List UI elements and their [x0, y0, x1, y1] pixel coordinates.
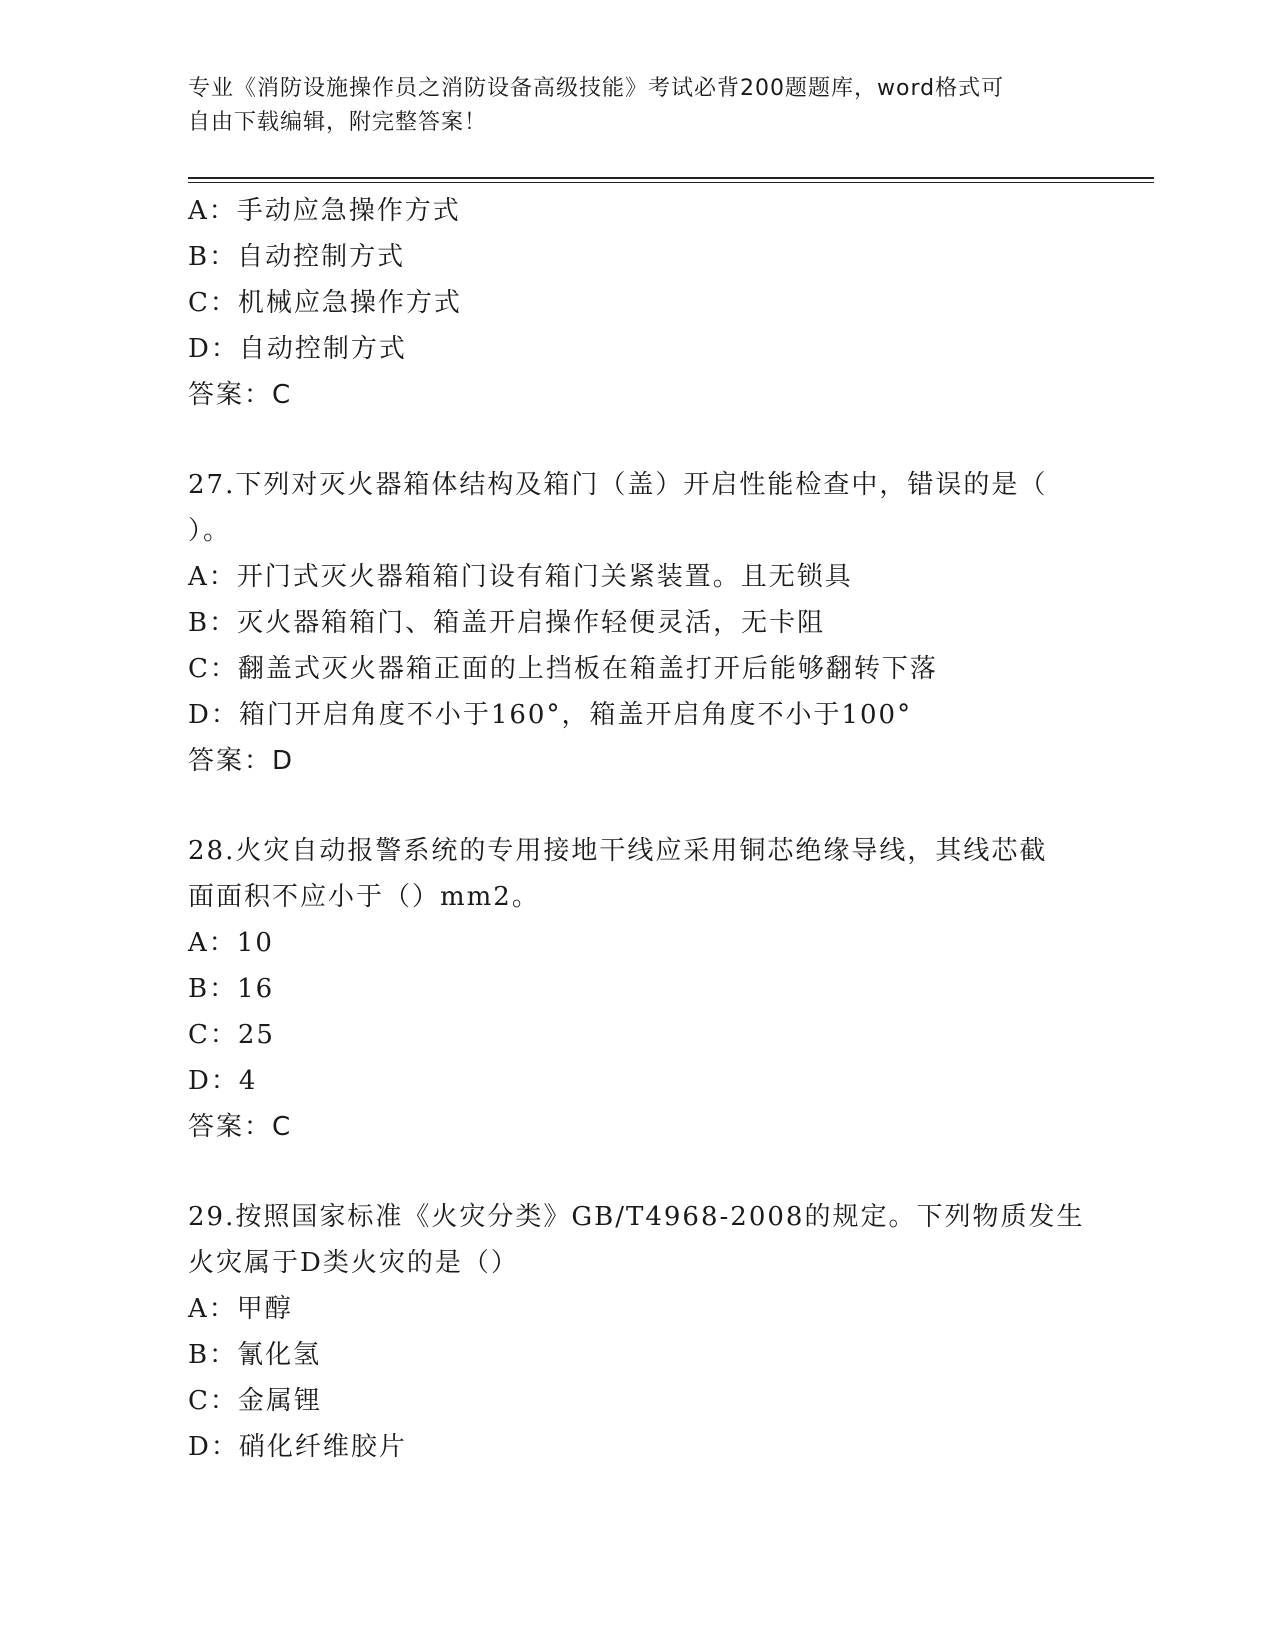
question-29-option-d: D：硝化纤维胶片 [188, 1432, 407, 1462]
spacer [188, 1150, 1088, 1194]
question-26-answer: 答案：C [188, 380, 293, 410]
document-header [188, 72, 1068, 140]
question-26-option-c: C：机械应急操作方式 [188, 288, 462, 318]
question-26-block [188, 188, 1088, 418]
question-29-option-c: C：金属锂 [188, 1386, 322, 1416]
question-28-option-a: A：10 [188, 928, 274, 958]
question-29-option-a: A：甲醇 [188, 1294, 293, 1324]
question-28-option-b: B：16 [188, 974, 275, 1004]
question-27-stem-line-2: ）。 [188, 516, 232, 546]
question-28-answer: 答案：C [188, 1112, 293, 1142]
question-29-stem-line-2: 火灾属于D类火灾的是（） [188, 1248, 519, 1278]
header-rule-thick [188, 177, 1154, 179]
question-27-option-a: A：开门式灭火器箱箱门设有箱门关紧装置。且无锁具 [188, 562, 853, 592]
question-26-option-d: D：自动控制方式 [188, 334, 407, 364]
spacer [188, 784, 1088, 828]
question-28-stem-line-1: 28.火灾自动报警系统的专用接地干线应采用铜芯绝缘导线，其线芯截 [188, 836, 1048, 866]
question-27-option-b: B：灭火器箱箱门、箱盖开启操作轻便灵活，无卡阻 [188, 608, 826, 638]
question-27-answer: 答案：D [188, 746, 295, 776]
question-29-option-b: B：氰化氢 [188, 1340, 322, 1370]
question-27-block [188, 462, 1088, 784]
question-27-stem-line-1: 27.下列对灭火器箱体结构及箱门（盖）开启性能检查中，错误的是（ [188, 470, 1048, 500]
question-content [188, 188, 1088, 1470]
header-rule-thin [188, 182, 1154, 183]
question-27-option-c: C：翻盖式灭火器箱正面的上挡板在箱盖打开后能够翻转下落 [188, 654, 938, 684]
question-26-option-b: B：自动控制方式 [188, 242, 406, 272]
question-28-option-c: C：25 [188, 1020, 275, 1050]
question-26-option-a: A：手动应急操作方式 [188, 196, 461, 226]
spacer [188, 418, 1088, 462]
question-28-option-d: D：4 [188, 1066, 258, 1096]
question-28-stem-line-2: 面面积不应小于（）mm2。 [188, 882, 540, 912]
question-29-stem-line-1: 29.按照国家标准《火灾分类》GB/T4968-2008的规定。下列物质发生 [188, 1202, 1085, 1232]
header-line-2: 自由下载编辑，附完整答案！ [188, 110, 488, 135]
question-27-option-d: D：箱门开启角度不小于160°，箱盖开启角度不小于100° [188, 700, 913, 730]
question-28-block [188, 828, 1088, 1150]
header-line-1: 专业《消防设施操作员之消防设备高级技能》考试必背200题题库，word格式可 [188, 76, 1005, 101]
question-29-block [188, 1194, 1088, 1470]
